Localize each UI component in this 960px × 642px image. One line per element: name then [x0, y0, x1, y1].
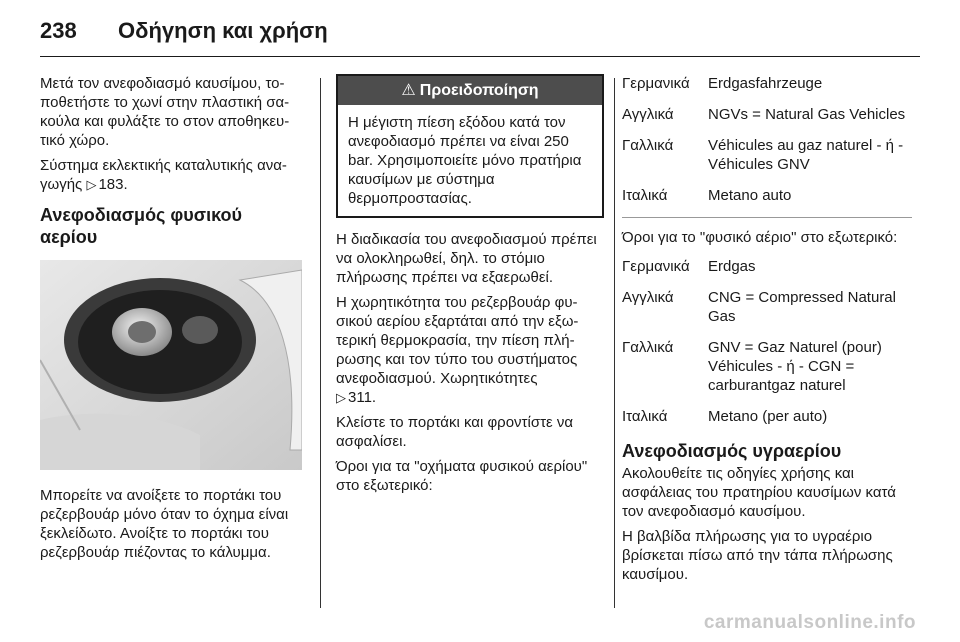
term-language: Αγγλικά [622, 289, 674, 306]
paragraph-gas-terms-intro: Όροι για το "φυσικό αέριο" στο εξωτερικό: [622, 229, 898, 246]
page-number: 238 [40, 18, 77, 43]
table-row [622, 105, 912, 136]
term-value: CNG = Compressed Natural Gas [708, 289, 896, 325]
table-row [622, 186, 912, 207]
column-divider-1 [320, 78, 321, 608]
paragraph-lpg-valve: Η βαλβίδα πλήρωσης για το υγραέριο βρίσκεται πίσω από την τάπα πλήρωσης καυσίμου. [622, 528, 893, 583]
paragraph-funnel: Μετά τον ανεφοδιασμό καυσίμου, τοποθετήστε το χωνί στην πλαστική σακούλα και φυλάξτε το στον αποθηκευτικό χώρο. [40, 75, 290, 149]
column-3 [622, 74, 912, 590]
page-ref-icon: ▷ [336, 390, 346, 405]
paragraph-close-flap: Κλείστε το πορτάκι και φροντίστε να ασφαλίσει. [336, 414, 574, 450]
table-row [622, 74, 912, 105]
term-value: NGVs = Natural Gas Vehicles [708, 106, 906, 123]
table-row [622, 407, 912, 428]
term-language: Γερμανικά [622, 258, 690, 275]
paragraph-refuel-complete: Η διαδικασία του ανεφοδιασμού πρέπει να ολοκληρωθεί, δηλ. το στόμιο πλήρωσης πρέπει να εξαερωθεί. [336, 231, 597, 286]
capacity-text: Η χωρητικότητα του ρεζερβουάρ φυσικού αερίου εξαρτάται από την εξωτερική θερμοκρασία, την πίεση πλήρωσης και τον τύπο του συστήματος ανεφοδιασμού. Χωρητικότητες [336, 294, 579, 387]
term-value: Erdgas [708, 258, 756, 275]
page-ref-icon: ▷ [86, 177, 97, 192]
table-row [622, 136, 912, 186]
warning-body: Η μέγιστη πίεση εξόδου κατά τον ανεφοδιασμό πρέπει να είναι 250 bar. Χρησιμοποιείτε μόνο πρατήρια καυσίμων με σύστημα θερμοπροστασίας. [348, 114, 582, 207]
term-value: Metano auto [708, 187, 792, 204]
header-divider [40, 56, 920, 57]
warning-header [338, 76, 602, 105]
page-title: Οδήγηση και χρήση [118, 18, 328, 43]
table-row [622, 288, 912, 338]
term-language: Ιταλικά [622, 408, 668, 425]
section-heading-cng: Ανεφοδιασμός φυσικού αερίου [40, 205, 242, 247]
paragraph-lpg-instructions: Ακολουθείτε τις οδηγίες χρήσης και ασφάλειας του πρατηρίου καυσίμων κατά τον ανεφοδιασμό καυσίμου. [622, 465, 896, 520]
section-heading-lpg: Ανεφοδιασμός υγραερίου [622, 441, 842, 461]
term-value: Metano (per auto) [708, 408, 828, 425]
term-language: Γερμανικά [622, 75, 690, 92]
page-header [40, 14, 920, 54]
fuel-filler-illustration [40, 260, 302, 470]
table-divider [622, 217, 912, 218]
fuel-filler-photo [40, 260, 302, 470]
term-value: Erdgasfahrzeuge [708, 75, 823, 92]
paragraph-terms-intro: Όροι για τα "οχήματα φυσικού αερίου" στο εξωτερικό: [336, 458, 588, 494]
term-language: Γαλλικά [622, 137, 674, 154]
table-row [622, 257, 912, 288]
scr-page-ref: 183. [98, 176, 128, 193]
column-divider-2 [614, 78, 615, 608]
paragraph-open-flap: Μπορείτε να ανοίξετε το πορτάκι του ρεζερβουάρ μόνο όταν το όχημα είναι ξεκλείδωτο. Ανοίξτε το πορτάκι του ρεζερβουάρ πιέζοντας το κάλυμμα. [40, 487, 289, 561]
gas-terms-table [622, 257, 912, 428]
term-value: Véhicules au gaz naturel - ή - Véhicules GNV [708, 137, 904, 173]
warning-title: Προειδοποίηση [419, 82, 539, 99]
column-2 [336, 74, 604, 501]
table-row [622, 338, 912, 407]
paragraph-scr [40, 156, 302, 194]
paragraph-capacity [336, 293, 604, 407]
vehicle-terms-table [622, 74, 912, 207]
column-1 [40, 74, 302, 568]
scr-text: Σύστημα εκλεκτικής καταλυτικής αναγωγής [40, 157, 287, 193]
watermark: carmanualsonline.info [703, 612, 916, 633]
term-language: Ιταλικά [622, 187, 668, 204]
term-language: Αγγλικά [622, 106, 674, 123]
warning-triangle-icon: ⚠ [401, 82, 416, 99]
warning-box [336, 74, 604, 218]
capacity-page-ref: 311. [348, 389, 377, 406]
term-language: Γαλλικά [622, 339, 674, 356]
term-value: GNV = Gaz Naturel (pour) Véhicules - ή - CGN = carburantgaz naturel [708, 339, 882, 394]
